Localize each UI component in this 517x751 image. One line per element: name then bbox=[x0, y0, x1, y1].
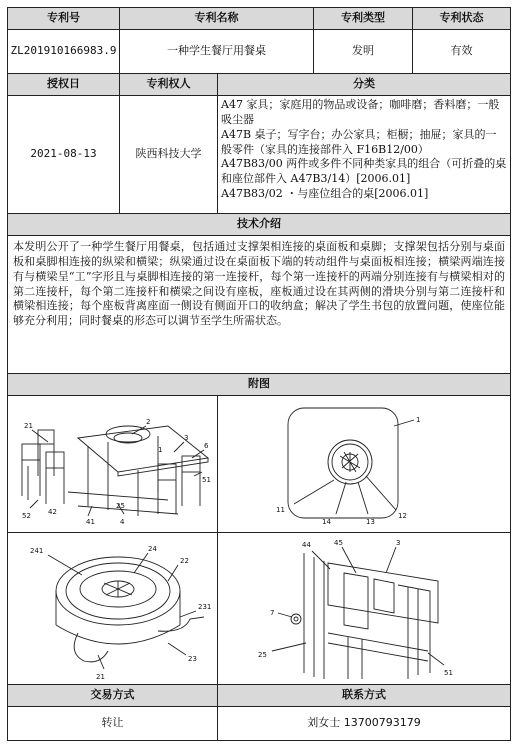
figure-label: 3 bbox=[396, 539, 401, 547]
header-trade-method: 交易方式 bbox=[8, 685, 218, 707]
header-classification: 分类 bbox=[218, 74, 511, 96]
figure-label: 21 bbox=[96, 673, 105, 681]
patent-number: ZL201910166983.9 bbox=[8, 30, 120, 74]
figure-label: 1 bbox=[416, 416, 421, 424]
figure-label: 41 bbox=[86, 518, 95, 526]
figure-label: 2 bbox=[146, 418, 151, 426]
figure-label: 14 bbox=[322, 518, 331, 526]
figure-label: 21 bbox=[24, 422, 33, 430]
tech-title: 技术介绍 bbox=[8, 214, 511, 236]
figure-label: 23 bbox=[188, 655, 197, 663]
patent-status: 有效 bbox=[413, 30, 511, 74]
patent-owner: 陕西科技大学 bbox=[120, 96, 218, 214]
grant-date: 2021-08-13 bbox=[8, 96, 120, 214]
classification-item: A47B83/02 ・与座位组合的桌[2006.01] bbox=[221, 187, 429, 201]
figure-2-cell bbox=[218, 396, 511, 533]
figure-label: 231 bbox=[198, 603, 212, 611]
figure-label: 1 bbox=[158, 446, 163, 454]
header-owner: 专利权人 bbox=[120, 74, 218, 96]
figure-label: 4 bbox=[120, 518, 125, 526]
figure-4-cell bbox=[218, 533, 511, 685]
figure-label: 241 bbox=[30, 547, 44, 555]
figure-label: 52 bbox=[22, 512, 31, 520]
classification-item: A47B 桌子；写字台；办公家具；柜橱；抽屉；家具的一般零件（家具的连接部件入 F16B12/00） bbox=[221, 127, 497, 156]
figure-label: 11 bbox=[276, 506, 285, 514]
figure-label: 6 bbox=[204, 442, 209, 450]
patent-name: 一种学生餐厅用餐桌 bbox=[120, 30, 314, 74]
figure-label: 22 bbox=[180, 557, 189, 565]
figures-title: 附图 bbox=[8, 374, 511, 396]
figure-label: 24 bbox=[148, 545, 157, 553]
figure-3-ring-drawing bbox=[8, 533, 218, 684]
contact-info: 刘女士 13700793179 bbox=[218, 707, 511, 741]
figure-label: 44 bbox=[302, 541, 311, 549]
figure-label: 13 bbox=[366, 518, 375, 526]
figure-4-slider-drawing bbox=[218, 533, 510, 684]
header-patent-type: 专利类型 bbox=[314, 8, 413, 30]
classification-item: A47B83/00 两件或多件不同种类家具的组合（可折叠的桌和座位部件入 A47B3/14）[2006.01] bbox=[221, 157, 507, 186]
figure-label: 51 bbox=[202, 476, 211, 484]
classification-item: A47 家具；家庭用的物品或设备；咖啡磨；香料磨；一般吸尘器 bbox=[221, 98, 500, 126]
figure-label: 25 bbox=[258, 651, 267, 659]
figure-label: 25 bbox=[116, 502, 125, 510]
tech-abstract: 本发明公开了一种学生餐厅用餐桌，包括通过支撑架相连接的桌面板和桌脚；支撑架包括分别与桌面板和桌脚相连接的纵梁和横梁；纵梁通过设在桌面板下端的转动组件与桌面板相连接；横梁两端连接有与横梁呈“工”字形且与桌脚相连接的第一连接杆，每个第一连接杆的两端分别连接有与横梁相对的第二连接杆，每个第二连接杆和横梁之间设有座板，座板通过设在其两侧的滑块分别与第二连接杆和横梁相连接；每个座板背离座面一侧设有侧面开口的收纳盒；解决了学生书包的放置问题，使座位能够充分利用；同时餐桌的形态可以调节至学生所需状态。 bbox=[8, 236, 511, 374]
classification-list bbox=[218, 96, 511, 214]
figure-label: 12 bbox=[398, 512, 407, 520]
figure-1-table-drawing bbox=[8, 396, 218, 532]
figure-1-cell bbox=[8, 396, 218, 533]
trade-method: 转让 bbox=[8, 707, 218, 741]
header-patent-no: 专利号 bbox=[8, 8, 120, 30]
patent-table bbox=[7, 7, 511, 741]
header-patent-name: 专利名称 bbox=[120, 8, 314, 30]
figure-label: 7 bbox=[270, 609, 275, 617]
figure-3-cell bbox=[8, 533, 218, 685]
figure-label: 3 bbox=[184, 434, 189, 442]
patent-type: 发明 bbox=[314, 30, 413, 74]
header-patent-status: 专利状态 bbox=[413, 8, 511, 30]
header-grant-date: 授权日 bbox=[8, 74, 120, 96]
header-contact: 联系方式 bbox=[218, 685, 511, 707]
figure-label: 51 bbox=[444, 669, 453, 677]
figure-2-rotary-drawing bbox=[218, 396, 510, 532]
figure-label: 45 bbox=[334, 539, 343, 547]
figure-label: 42 bbox=[48, 508, 57, 516]
